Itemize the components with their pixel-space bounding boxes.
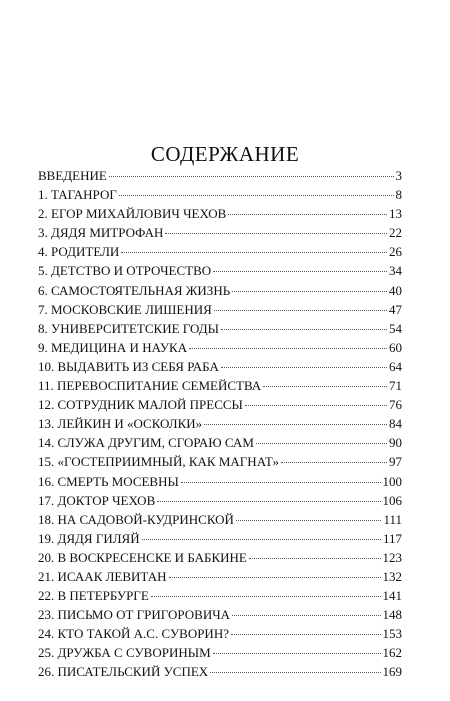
dot-leader: [249, 558, 381, 559]
toc-entry: [38, 454, 402, 473]
toc-entry-label: 5. ДЕТСТВО И ОТРОЧЕСТВО: [38, 263, 212, 279]
toc-entry-page-number: 40: [389, 282, 402, 298]
dot-leader: [232, 615, 380, 616]
toc-entry-label: 11. ПЕРЕВОСПИТАНИЕ СЕМЕЙСТВА: [38, 378, 262, 394]
toc-entry-label: 19. ДЯДЯ ГИЛЯЙ: [38, 530, 140, 546]
toc-entry: [38, 302, 402, 321]
toc-entry-page-number: 13: [389, 206, 402, 222]
toc-entry-page-number: 106: [382, 492, 402, 508]
dot-leader: [165, 233, 387, 234]
toc-entry-page-number: 64: [389, 358, 402, 374]
toc-entry-page-number: 60: [389, 339, 402, 355]
dot-leader: [281, 462, 387, 463]
dot-leader: [181, 482, 381, 483]
dot-leader: [221, 367, 387, 368]
toc-entry-label: 25. ДРУЖБА С СУВОРИНЫМ: [38, 645, 211, 661]
toc-entry-label: 8. УНИВЕРСИТЕТСКИЕ ГОДЫ: [38, 320, 219, 336]
toc-entry-page-number: 148: [382, 607, 402, 623]
toc-entry-page-number: 8: [395, 187, 402, 203]
toc-entry-page-number: 47: [389, 301, 402, 317]
toc-entry: [38, 626, 402, 645]
toc-entry-page-number: 34: [389, 263, 402, 279]
toc-entry: [38, 378, 402, 397]
toc-entry-page-number: 162: [382, 645, 402, 661]
toc-entry-label: 15. «ГОСТЕПРИИМНЫЙ, КАК МАГНАТ»: [38, 454, 280, 470]
toc-entry: [38, 225, 402, 244]
dot-leader: [213, 653, 381, 654]
toc-entry-label: 23. ПИСЬМО ОТ ГРИГОРОВИЧА: [38, 607, 231, 623]
toc-entry-page-number: 141: [382, 588, 402, 604]
dot-leader: [228, 214, 387, 215]
toc-entry: [38, 321, 402, 340]
toc-entry-page-number: 117: [382, 530, 402, 546]
toc-entry-label: 16. СМЕРТЬ МОСЕВНЫ: [38, 473, 179, 489]
dot-leader: [213, 271, 387, 272]
toc-entry: [38, 588, 402, 607]
toc-entry: [38, 512, 402, 531]
dot-leader: [142, 539, 381, 540]
toc-entry: [38, 664, 402, 683]
toc-entry: [38, 645, 402, 664]
toc-entry-page-number: 123: [382, 549, 402, 565]
toc-entry: [38, 550, 402, 569]
table-of-contents: [38, 168, 402, 684]
toc-entry-page-number: 26: [389, 244, 402, 260]
toc-entry-label: 1. ТАГАНРОГ: [38, 187, 117, 203]
toc-entry: [38, 435, 402, 454]
dot-leader: [245, 405, 387, 406]
toc-entry: [38, 569, 402, 588]
toc-entry-label: 24. КТО ТАКОЙ А.С. СУВОРИН?: [38, 626, 229, 642]
toc-entry: [38, 397, 402, 416]
dot-leader: [151, 596, 381, 597]
toc-entry-label: 4. РОДИТЕЛИ: [38, 244, 120, 260]
toc-entry-label: 17. ДОКТОР ЧЕХОВ: [38, 492, 156, 508]
toc-entry-page-number: 153: [382, 626, 402, 642]
toc-entry-label: 6. САМОСТОЯТЕЛЬНАЯ ЖИЗНЬ: [38, 282, 231, 298]
dot-leader: [232, 291, 387, 292]
dot-leader: [189, 348, 387, 349]
toc-entry-label: 21. ИСААК ЛЕВИТАН: [38, 568, 167, 584]
toc-entry-page-number: 100: [382, 473, 402, 489]
dot-leader: [231, 634, 381, 635]
toc-entry-label: 13. ЛЕЙКИН И «ОСКОЛКИ»: [38, 416, 203, 432]
toc-entry-page-number: 90: [389, 435, 402, 451]
dot-leader: [169, 577, 381, 578]
dot-leader: [221, 329, 387, 330]
toc-entry-label: 9. МЕДИЦИНА И НАУКА: [38, 339, 188, 355]
toc-entry: [38, 416, 402, 435]
toc-entry-page-number: 76: [389, 397, 402, 413]
dot-leader: [263, 386, 387, 387]
toc-entry-label: 2. ЕГОР МИХАЙЛОВИЧ ЧЕХОВ: [38, 206, 227, 222]
toc-entry: [38, 531, 402, 550]
toc-entry-page-number: 97: [389, 454, 402, 470]
toc-entry-page-number: 84: [389, 416, 402, 432]
toc-entry-label: 14. СЛУЖА ДРУГИМ, СГОРАЮ САМ: [38, 435, 254, 451]
toc-entry-page-number: 71: [389, 378, 402, 394]
dot-leader: [204, 424, 387, 425]
toc-entry-page-number: 169: [382, 664, 402, 680]
toc-entry: [38, 493, 402, 512]
toc-entry-page-number: 132: [382, 568, 402, 584]
toc-entry-page-number: 54: [389, 320, 402, 336]
toc-entry-page-number: 3: [395, 168, 402, 183]
toc-entry: [38, 359, 402, 378]
toc-entry: [38, 283, 402, 302]
dot-leader: [119, 195, 394, 196]
dot-leader: [121, 252, 387, 253]
dot-leader: [256, 443, 387, 444]
toc-entry: [38, 187, 402, 206]
toc-entry-label: 3. ДЯДЯ МИТРОФАН: [38, 225, 164, 241]
dot-leader: [109, 176, 394, 177]
toc-entry: [38, 263, 402, 282]
toc-entry: [38, 474, 402, 493]
page-title: СОДЕРЖАНИЕ: [150, 142, 300, 166]
dot-leader: [210, 672, 380, 673]
toc-entry-label: 22. В ПЕТЕРБУРГЕ: [38, 588, 149, 604]
dot-leader: [157, 501, 380, 502]
toc-entry: [38, 244, 402, 263]
toc-entry: [38, 168, 402, 187]
toc-entry-page-number: 22: [389, 225, 402, 241]
toc-entry: [38, 340, 402, 359]
dot-leader: [214, 310, 387, 311]
toc-entry: [38, 607, 402, 626]
toc-entry: [38, 206, 402, 225]
toc-entry-label: ВВЕДЕНИЕ: [38, 168, 107, 183]
toc-entry-label: 20. В ВОСКРЕСЕНСКЕ И БАБКИНЕ: [38, 549, 247, 565]
dot-leader: [236, 520, 382, 521]
toc-entry-label: 26. ПИСАТЕЛЬСКИЙ УСПЕХ: [38, 664, 209, 680]
toc-entry-label: 10. ВЫДАВИТЬ ИЗ СЕБЯ РАБА: [38, 358, 219, 374]
toc-entry-label: 18. НА САДОВОЙ-КУДРИНСКОЙ: [38, 511, 234, 527]
toc-entry-page-number: 111: [383, 511, 402, 527]
toc-entry-label: 7. МОСКОВСКИЕ ЛИШЕНИЯ: [38, 301, 212, 317]
toc-entry-label: 12. СОТРУДНИК МАЛОЙ ПРЕССЫ: [38, 397, 243, 413]
